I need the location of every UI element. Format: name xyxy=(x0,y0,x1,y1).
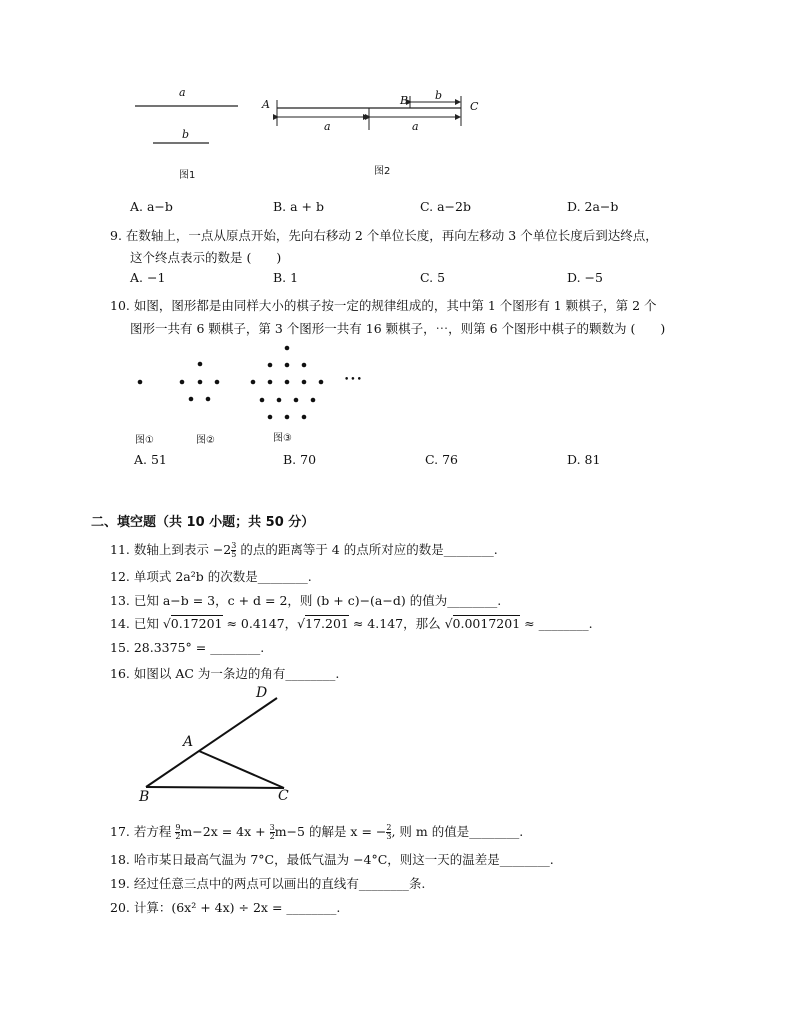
q9-option-d[interactable]: D. −5 xyxy=(567,270,603,285)
q11-frac-den: 5 xyxy=(231,550,237,559)
q9-line-2: 这个终点表示的数是 ( ) xyxy=(130,250,282,265)
q8-option-c[interactable]: C. a−2b xyxy=(420,199,471,214)
q11-post: 的点的距离等于 4 的点所对应的数是________. xyxy=(236,542,498,557)
q14-radicand-3: 0.0017201 xyxy=(452,616,521,631)
q19: 19. 经过任意三点中的两点可以画出的直线有________条. xyxy=(110,876,426,891)
q15: 15. 28.3375° = ________. xyxy=(110,640,265,655)
q14-pre: 14. 已知 xyxy=(110,616,163,631)
fig2-label-a1: a xyxy=(324,120,331,133)
q17 xyxy=(110,822,523,841)
q16: 16. 如图以 AC 为一条边的角有________. xyxy=(110,666,340,681)
fig2-label-A: A xyxy=(262,98,270,111)
q18: 18. 哈市某日最高气温为 7°C，最低气温为 −4°C，则这一天的温差是________. xyxy=(110,852,554,867)
q14-post: ≈ ________. xyxy=(520,616,593,631)
q14-radicand-1: 0.17201 xyxy=(170,616,223,631)
q10-caption-3: 图③ xyxy=(273,433,292,444)
q10-option-d[interactable]: D. 81 xyxy=(567,452,601,467)
q10-option-b[interactable]: B. 70 xyxy=(283,452,317,467)
fig2-label-B: B xyxy=(400,94,409,107)
q17-post: , 则 m 的值是________. xyxy=(391,824,524,839)
q17-mid-2: m−5 的解是 x = − xyxy=(274,824,387,839)
q17-f3-den: 3 xyxy=(386,832,392,841)
q14 xyxy=(110,614,593,632)
q10-option-c[interactable]: C. 76 xyxy=(425,452,458,467)
q17-f1-den: 2 xyxy=(175,832,181,841)
fig16-label-B: B xyxy=(139,789,150,805)
q10-line-2: 图形一共有 6 颗棋子，第 3 个图形一共有 16 颗棋子，⋯，则第 6 个图形中棋子的颗数为 ( ) xyxy=(130,321,666,336)
q10-option-a[interactable]: A. 51 xyxy=(134,452,167,467)
q10-caption-1: 图① xyxy=(135,435,154,446)
q11-pre: 11. 数轴上到表示 −2 xyxy=(110,542,232,557)
q17-f2-den: 2 xyxy=(269,832,275,841)
q20: 20. 计算：(6x² + 4x) ÷ 2x = ________. xyxy=(110,900,341,915)
fig1-label-a: a xyxy=(179,86,186,99)
fig16-label-D: D xyxy=(256,685,268,701)
q9-option-b[interactable]: B. 1 xyxy=(273,270,299,285)
q17-f3-num: 2 xyxy=(386,823,392,832)
q10-line-1: 10. 如图，图形都是由同样大小的棋子按一定的规律组成的，其中第 1 个图形有 1 颗棋子，第 2 个 xyxy=(110,298,657,313)
fig2-label-C: C xyxy=(470,100,479,113)
q14-mid-2: ≈ 4.147，那么 xyxy=(348,616,445,631)
q8-option-d[interactable]: D. 2a−b xyxy=(567,199,619,214)
q11-frac-num: 3 xyxy=(231,541,237,550)
sqrt-sign-icon: √ xyxy=(297,616,306,631)
fig16-label-A: A xyxy=(183,734,194,750)
q17-f1-num: 9 xyxy=(175,823,181,832)
q13: 13. 已知 a−b = 3，c + d = 2，则 (b + c)−(a−d) 的值为________. xyxy=(110,593,502,608)
q12: 12. 单项式 2a²b 的次数是________. xyxy=(110,569,312,584)
fig16-lines xyxy=(0,0,1,1)
fig1-label-b: b xyxy=(182,128,190,141)
fig16-label-C: C xyxy=(278,788,289,804)
q14-mid-1: ≈ 0.4147， xyxy=(222,616,298,631)
q9-option-c[interactable]: C. 5 xyxy=(420,270,446,285)
sqrt-sign-icon: √ xyxy=(444,616,453,631)
q8-option-b[interactable]: B. a + b xyxy=(273,199,325,214)
q9-line-1: 9. 在数轴上，一点从原点开始，先向右移动 2 个单位长度，再向左移动 3 个单位长度后到达终点， xyxy=(110,228,658,243)
q17-mid-1: m−2x = 4x + xyxy=(180,824,270,839)
q9-option-a[interactable]: A. −1 xyxy=(130,270,166,285)
q10-caption-2: 图② xyxy=(196,435,215,446)
q14-radicand-2: 17.201 xyxy=(305,616,349,631)
section-2-title: 二、填空题（共 10 小题；共 50 分） xyxy=(91,515,315,530)
q17-f2-num: 3 xyxy=(269,823,275,832)
fig1-caption: 图1 xyxy=(179,170,196,181)
fig2-label-a2: a xyxy=(412,120,419,133)
q11 xyxy=(110,540,498,559)
sqrt-sign-icon: √ xyxy=(162,616,171,631)
q17-pre: 17. 若方程 xyxy=(110,824,176,839)
fig2-caption: 图2 xyxy=(374,166,391,177)
fig2-label-b: b xyxy=(435,89,443,102)
q8-option-a[interactable]: A. a−b xyxy=(130,199,173,214)
q10-ellipsis: ••• xyxy=(344,375,363,385)
